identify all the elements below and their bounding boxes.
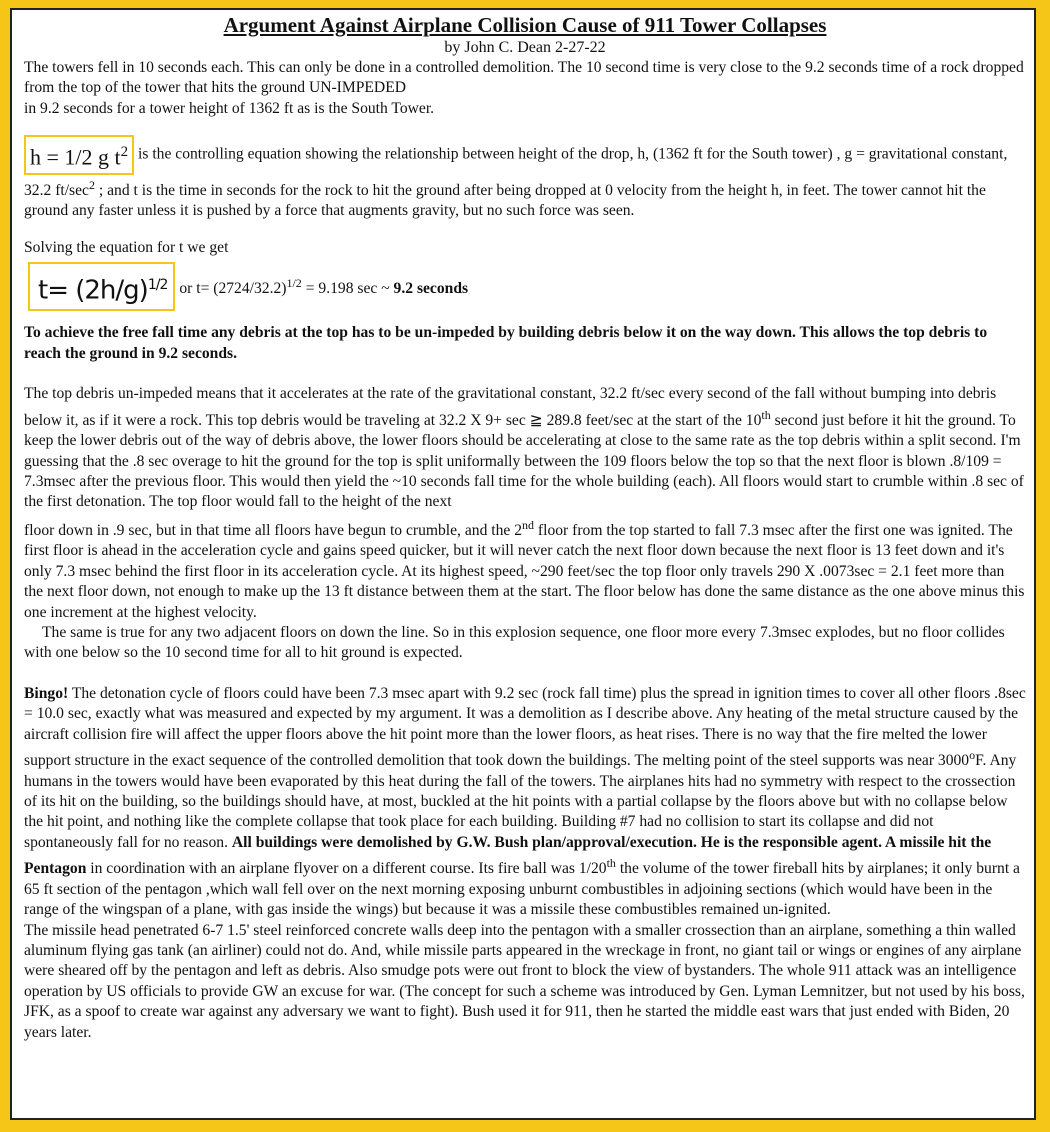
- paragraph-bold-claim: To achieve the free fall time any debris at the top has to be un-impeded by building debris below it on the way down. This allows the top debris to reach the ground in 9.2 seconds.: [24, 324, 988, 362]
- document-body: [24, 12, 1026, 1043]
- paragraph-debris-acceleration: The top debris un-impeded means that it accelerates at the rate of the gravitational constant, 32.2 ft/sec every second of the fall without bumping into debris below it, as if it were a rock. This top debris would be traveling at 32.2 X 9+ sec ≧ 289.8 feet/sec at the start of the 10th second just before it hit the ground. To keep the lower debris out of the way of debris above, the lower floors should be accelerating at close to the same rate as the top debris within a split second. I'm guessing that the .8 sec overage to hit the ground for the top is split uniformally between the 109 floors below the top so that the next floor is blown .8/109 = 7.3msec after the previous floor. This would then yield the ~10 seconds fall time for the whole building (each). All floors would start to crumble within .8 sec of the first detonation. The top floor would fall to the height of the next: [24, 385, 1024, 511]
- document-frame: [10, 8, 1036, 1120]
- paragraph-equation-explanation: h = 1/2 g $t^2$ is the controlling equation showing the relationship between height of the drop, h, (1362 ft for the South tower) , g = gravitational constant, 32.2 $ft/\sec^2$ ; and t is the time in seconds for the rock to hit the ground after being dropped at 0 velocity from the height h, in feet. The tower cannot hit the ground any faster unless it is pushed by a force that augments gravity, but no such force was seen.: [24, 135, 1026, 221]
- equation-row-time: [28, 262, 1026, 311]
- paragraph-floor-sequence: floor down in .9 sec, but in that time all floors have begun to crumble, and the 2nd floor from the top started to fall 7.3 msec after the first one was ignited. The first floor is ahead in the acceleration cycle and gains speed quicker, but it will never catch the next floor down because the next floor is 13 feet down and it's only 7.3 msec behind the first floor in its acceleration cycle. At its highest speed, ~290 feet/sec the top floor only travels 290 X .0073sec = 2.1 feet more than the next floor down, not enough to make up the 13 ft distance between them at the start. The floor below has done the same distance as the one above minus this one increment at the highest velocity.: [24, 517, 1025, 621]
- equation-result: or $t= (2724/32.2)^{1/2} = 9.198$ sec ~ 9.2 seconds: [179, 275, 469, 297]
- paragraph-adjacent-floors: The same is true for any two adjacent floors on down the line. So in this explosion sequence, one floor more every 7.3msec explodes, but no floor collides with one below so the 10 second time for all to hit ground is expected.: [24, 623, 1005, 662]
- equation-box-height: h = 1/2 g $t^2$: [24, 135, 134, 174]
- equation-box-time: $t= (2h/g)^{1/2}$: [28, 262, 175, 311]
- byline: by John C. Dean 2-27-22: [444, 39, 606, 56]
- paragraph-solving: Solving the equation for t we get: [24, 238, 229, 256]
- paragraph-missile: The missile head penetrated 6-7 1.5' steel reinforced concrete walls deep into the pentagon with a smaller crossection than an airplane, something a thin walled aluminum flying gas tank (an airliner) could not do. And, while missile parts appeared in the wreckage in front, no giant tail or wings or engines of any airplane were sheared off by the pentagon and left as debris. Also smudge pots were out front to block the view of bystanders. The whole 911 attack was an intelligence operation by US officials to provide GW an excuse for war. (The concept for such a scheme was introduced by Gen. Lyman Lemnitzer, but not used by his boss, JFK, as a spoof to create war against any adversary we want to fight). Bush used it for 911, then he started the middle east wars that just ended with Biden, 20 years later.: [24, 921, 1025, 1041]
- document-title: Argument Against Airplane Collision Cause of 911 Tower Collapses: [223, 13, 827, 37]
- paragraph-intro: The towers fell in 10 seconds each. This can only be done in a controlled demolition. The 10 second time is very close to the 9.2 seconds time of a rock dropped from the top of the tower that hits the ground UN-IMPEDED in 9.2 seconds for a tower height of 1362 ft as is the South Tower.: [24, 59, 1024, 117]
- paragraph-bingo: Bingo! The detonation cycle of floors could have been 7.3 msec apart with 9.2 sec (rock fall time) plus the spread in ignition times to cover all other floors .8sec = 10.0 sec, exactly what was measured and expected by my argument. It was a demolition as I describe above. Any heating of the metal structure caused by the aircraft collision fire will affect the upper floors above the hit point more than the lower floors, as heat rises. There is no way that the fire melted the lower support structure in the exact sequence of the controlled demolition that took down the buildings. The melting point of the steel supports was near 3000$^o$F. Any humans in the towers would have been evaporated by this heat during the fall of the towers. The airplanes hits had no symmetry with respect to the crossection of its hit on the building, so the buildings should have, at most, buckled at the hit points with a partial collapse by the floors above but with no collapse below the hit point, and nothing like the complete collapse that took place for each building. Building #7 had no collision to start its collapse and did not spontaneously fall for no reason. All buildings were demolished by G.W. Bush plan/approval/execution. He is the responsible agent. A missile hit the Pentagon in coordination with an airplane flyover on a different course. Its fire ball was 1/20th the volume of the tower fireball hits by airplanes; it only burnt a 65 ft section of the pentagon ,which wall fell over on the next morning exposing unburnt combustibles in adjoining sections (which would have been in the range of the wingspan of a plane, with gas inside the wings) but because it was a missile these combustibles remained un-ignited.: [24, 684, 1026, 919]
